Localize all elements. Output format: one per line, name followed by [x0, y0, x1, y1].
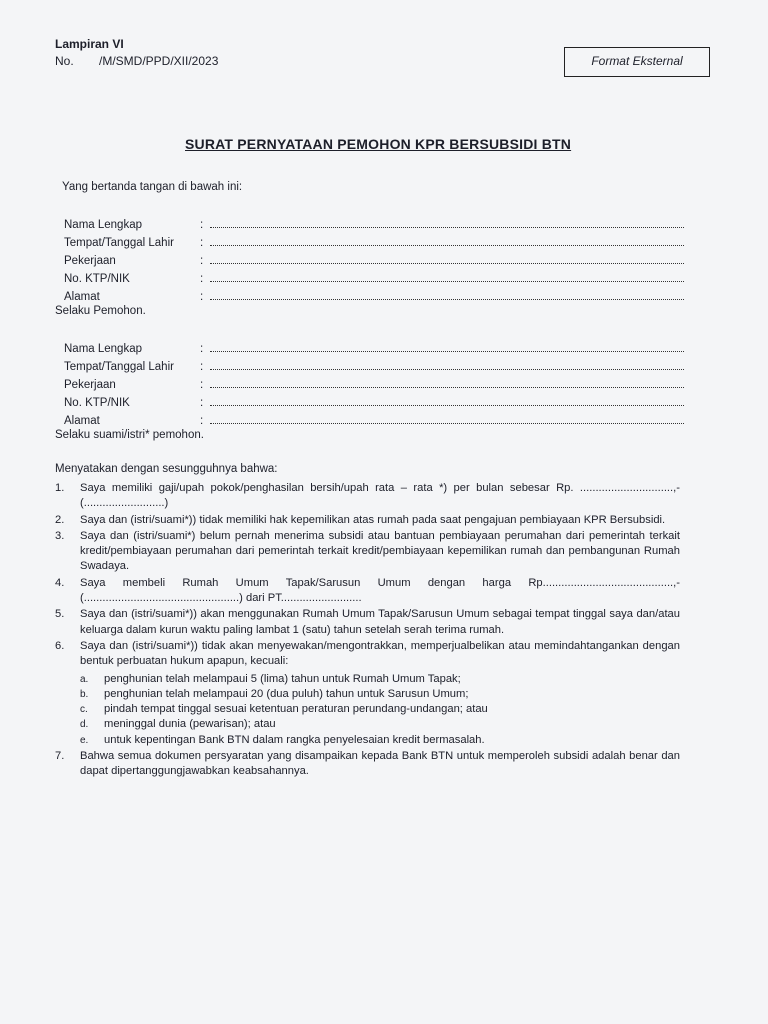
field-colon: :: [200, 397, 204, 409]
applicant-job-field[interactable]: [210, 251, 684, 264]
spouse-row-ktp: [64, 391, 684, 409]
item-number: 1.: [55, 482, 65, 494]
format-box: Format Eksternal: [564, 47, 710, 77]
header-left: [55, 36, 218, 70]
item-number: 2.: [55, 513, 65, 526]
exception-item: [80, 672, 680, 687]
item-text: Saya dan (istri/suami*) belum pernah menerima subsidi atau bantuan pembiayaan perumahan dari pemerintah terkait kredit/pembiayaan perumahan dari pemerintah terkait kredit/pembiayaan kepemilikan rumah dan pembangunan Rumah Swadaya.: [80, 529, 680, 573]
item-body: [80, 639, 680, 748]
exception-text: pindah tempat tinggal sesuai ketentuan peraturan perundang-undangan; atau: [104, 703, 488, 716]
item-text: Saya dan (istri/suami*)) tidak akan menyewakan/mengontrakkan, memperjualbelikan atau memindahtangankan dengan bentuk perbuatan hukum apapun, kecuali:: [80, 639, 680, 668]
field-label: Nama Lengkap: [64, 219, 142, 231]
exception-text: untuk kepentingan Bank BTN dalam rangka penyelesaian kredit bermasalah.: [104, 733, 485, 746]
statement-intro: Menyatakan dengan sesungguhnya bahwa:: [55, 463, 278, 475]
field-colon: :: [200, 361, 204, 373]
number-value: /M/SMD/PPD/XII/2023: [99, 54, 219, 68]
field-label: Tempat/Tanggal Lahir: [64, 237, 174, 249]
field-label: Pekerjaan: [64, 379, 116, 391]
item-number: 6.: [55, 639, 65, 652]
lampiran-label: Lampiran VI: [55, 37, 124, 51]
field-label: Alamat: [64, 415, 100, 427]
statement-item: [55, 513, 680, 528]
field-colon: :: [200, 415, 204, 427]
exception-item: [80, 702, 680, 717]
number-label: No.: [55, 54, 74, 68]
field-colon: :: [200, 219, 204, 231]
applicant-row-job: [64, 249, 684, 267]
field-label: Pekerjaan: [64, 255, 116, 267]
item-number: 4.: [55, 576, 65, 589]
intro-text: Yang bertanda tangan di bawah ini:: [62, 181, 243, 193]
item-number: 7.: [55, 750, 65, 763]
applicant-role: Selaku Pemohon.: [55, 305, 146, 317]
field-colon: :: [200, 237, 204, 249]
spouse-ktp-field[interactable]: [210, 393, 684, 406]
statement-item: [55, 481, 680, 512]
spouse-birth-field[interactable]: [210, 357, 684, 370]
applicant-ktp-field[interactable]: [210, 269, 684, 282]
document-number: [55, 53, 218, 70]
exception-letter: e.: [80, 734, 89, 746]
spouse-name-field[interactable]: [210, 339, 684, 352]
applicant-row-address: [64, 285, 684, 303]
document-title: SURAT PERNYATAAN PEMOHON KPR BERSUBSIDI BTN: [185, 136, 572, 152]
field-label: Alamat: [64, 291, 100, 303]
spouse-role: Selaku suami/istri* pemohon.: [55, 429, 204, 441]
exception-letter: d.: [80, 719, 89, 731]
spouse-row-birth: [64, 355, 684, 373]
applicant-fields: [64, 213, 684, 303]
field-colon: :: [200, 291, 204, 303]
applicant-name-field[interactable]: [210, 215, 684, 228]
statement-item: [55, 576, 680, 607]
item-text: Saya membeli Rumah Umum Tapak/Sarusun Umum dengan harga Rp..........................................,- (..................................................) dari PT..........................: [80, 576, 680, 605]
field-label: No. KTP/NIK: [64, 397, 130, 409]
item-number: 3.: [55, 529, 65, 542]
exception-item: [80, 687, 680, 702]
item-text: Saya dan (istri/suami*)) akan menggunakan Rumah Umum Tapak/Sarusun Umum sebagai tempat tinggal saya dan/atau keluarga dalam kurun waktu paling lambat 1 (satu) tahun setelah serah terima rumah.: [80, 608, 680, 636]
statement-list: [55, 481, 680, 781]
field-label: No. KTP/NIK: [64, 273, 130, 285]
exception-letter: a.: [80, 673, 89, 685]
field-colon: :: [200, 379, 204, 391]
applicant-row-ktp: [64, 267, 684, 285]
exception-item: [80, 717, 680, 732]
statement-item: [55, 607, 680, 638]
field-label: Nama Lengkap: [64, 343, 142, 355]
spouse-address-field[interactable]: [210, 411, 684, 424]
exception-text: meninggal dunia (pewarisan); atau: [104, 718, 276, 731]
exception-letter: c.: [80, 704, 88, 716]
item-text: Saya dan (istri/suami*)) tidak memiliki hak kepemilikan atas rumah pada saat pengajuan pembiayaan KPR Bersubsidi.: [80, 513, 666, 526]
exception-text: penghunian telah melampaui 5 (lima) tahun untuk Rumah Umum Tapak;: [104, 672, 461, 685]
applicant-row-birth: [64, 231, 684, 249]
field-label: Tempat/Tanggal Lahir: [64, 361, 174, 373]
statement-item: [55, 529, 680, 575]
statement-item: [55, 749, 680, 780]
item-text: Saya memiliki gaji/upah pokok/penghasilan bersih/upah rata – rata *) per bulan sebesar Rp. ..............................,- (..........................): [80, 482, 680, 510]
statement-item: [55, 639, 680, 748]
field-colon: :: [200, 255, 204, 267]
applicant-address-field[interactable]: [210, 287, 684, 300]
spouse-fields: [64, 337, 684, 427]
spouse-job-field[interactable]: [210, 375, 684, 388]
applicant-birth-field[interactable]: [210, 233, 684, 246]
spouse-row-job: [64, 373, 684, 391]
exception-list: [80, 672, 680, 748]
field-colon: :: [200, 343, 204, 355]
applicant-row-name: [64, 213, 684, 231]
spouse-row-name: [64, 337, 684, 355]
item-number: 5.: [55, 608, 65, 621]
exception-letter: b.: [80, 688, 89, 700]
exception-text: penghunian telah melampaui 20 (dua puluh) tahun untuk Sarusun Umum;: [104, 687, 469, 700]
exception-item: [80, 733, 680, 748]
field-colon: :: [200, 273, 204, 285]
spouse-row-address: [64, 409, 684, 427]
item-text: Bahwa semua dokumen persyaratan yang disampaikan kepada Bank BTN untuk memperoleh subsidi adalah benar dan dapat dipertanggungjawabkan keabsahannya.: [80, 750, 680, 778]
